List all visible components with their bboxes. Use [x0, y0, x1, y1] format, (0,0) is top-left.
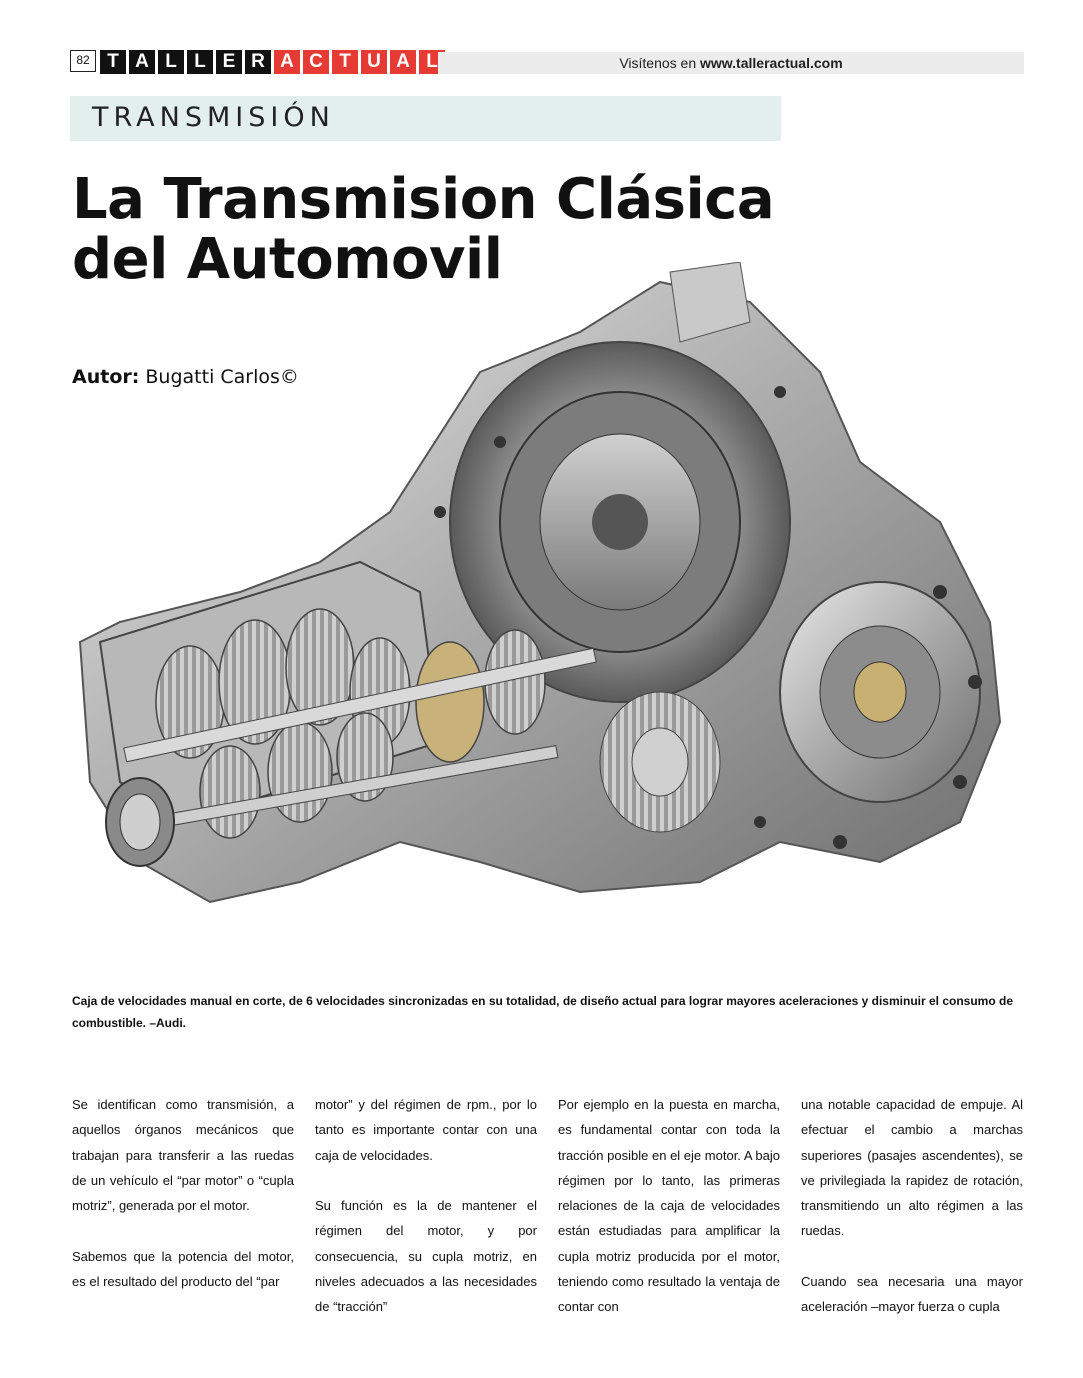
author-label: Autor: — [72, 366, 140, 388]
figure-caption: Caja de velocidades manual en corte, de 6 velocidades sincronizadas en su totalidad, de diseño actual para lograr mayores aceleraciones y disminuir el consumo de combustible. –Audi. — [72, 994, 1014, 1030]
title-line-1: La Transmision Clásica — [72, 167, 775, 232]
author-name: Bugatti Carlos© — [139, 366, 299, 388]
brand-logo — [100, 50, 445, 74]
paragraph: una notable capacidad de empuje. Al efectuar el cambio a marchas superiores (pasajes ascendentes), se ve privilegiada la rapidez de rotación, transmitiendo un alto régimen a las ruedas. — [801, 1097, 1023, 1239]
brand-letter: L — [187, 50, 213, 74]
paragraph: Por ejemplo en la puesta en marcha, es fundamental contar con toda la tracción posible en el eje motor. A bajo régimen por lo tanto, las primeras relaciones de la caja de velocidades están estudiadas para amplificar la cupla motriz producida por el motor, teniendo como resultado la ventaja de contar con — [558, 1097, 780, 1315]
author-line — [72, 366, 299, 388]
section-label: TRANSMISIÓN — [92, 102, 335, 133]
visit-prefix: Visítenos en — [619, 55, 701, 71]
paragraph: Cuando sea necesaria una mayor aceleración –mayor fuerza o cupla — [801, 1274, 1023, 1315]
text-column-4 — [801, 1092, 1023, 1345]
brand-letter: A — [390, 50, 416, 74]
text-column-2 — [315, 1092, 537, 1345]
visit-text — [438, 52, 1024, 74]
page-number: 82 — [70, 50, 96, 72]
brand-letter: C — [303, 50, 329, 74]
brand-letter: T — [332, 50, 358, 74]
brand-letter: A — [274, 50, 300, 74]
page-header — [70, 50, 1024, 74]
website-link[interactable]: www.talleractual.com — [700, 55, 843, 71]
visit-bar — [438, 52, 1024, 74]
brand-letter: L — [419, 50, 445, 74]
paragraph: Sabemos que la potencia del motor, es el resultado del producto del “par — [72, 1248, 294, 1290]
brand-letter: U — [361, 50, 387, 74]
brand-letter: E — [216, 50, 242, 74]
brand-letter: A — [129, 50, 155, 74]
paragraph: Se identifican como transmisión, a aquellos órganos mecánicos que trabajan para transferir a las ruedas de un vehículo el “par motor” o “cupla motriz”, generada por el motor. — [72, 1097, 294, 1214]
section-band — [70, 96, 781, 141]
brand-letter: L — [158, 50, 184, 74]
text-column-1 — [72, 1092, 294, 1320]
text-column-3 — [558, 1092, 780, 1345]
paragraph: Su función es la de mantener el régimen del motor, y por consecuencia, su cupla motriz, en niveles adecuados a las necesidades de “tracción” — [315, 1198, 537, 1315]
brand-letter: T — [100, 50, 126, 74]
title-line-2: del Automovil — [72, 227, 503, 292]
brand-letter: R — [245, 50, 271, 74]
paragraph: motor” y del régimen de rpm., por lo tanto es importante contar con una caja de velocidades. — [315, 1097, 537, 1163]
